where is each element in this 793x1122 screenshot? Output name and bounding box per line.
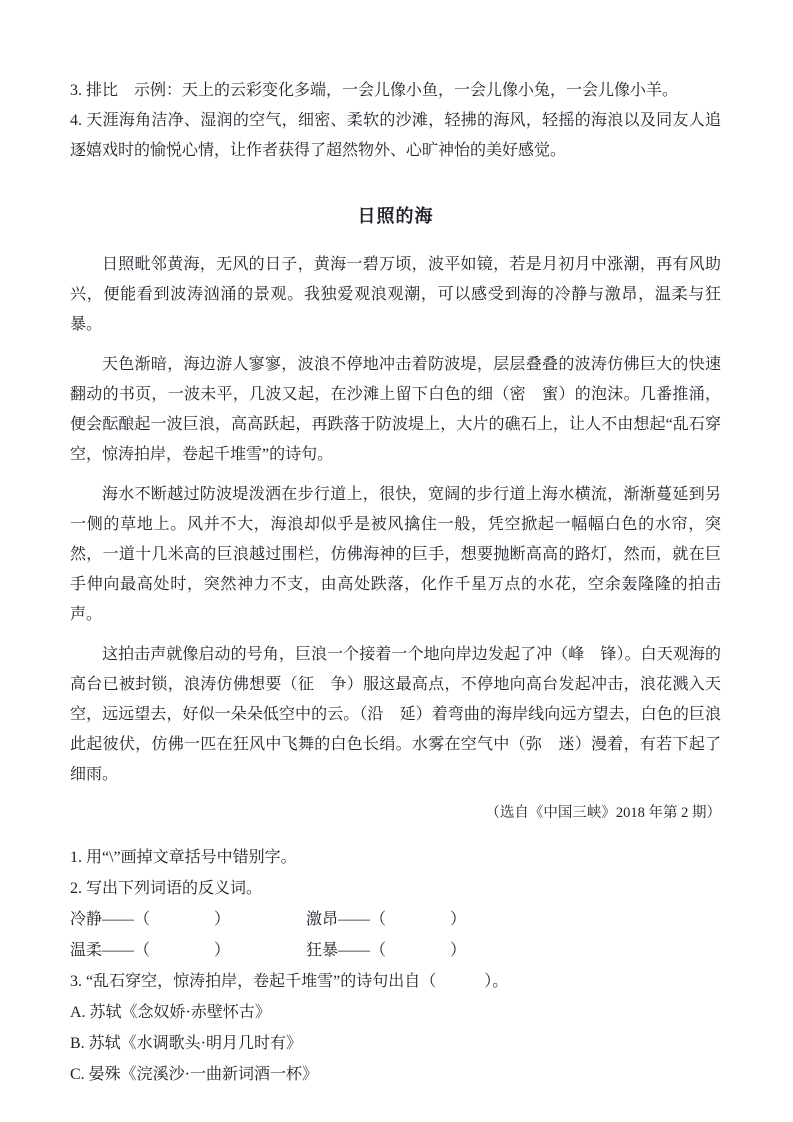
antonym-row-1 [70,904,721,935]
article-body [70,250,721,790]
antonym-blank-wenrou: 温柔——（ ） [70,942,231,959]
antonym-blank-jiang: 激昂——（ ） [306,911,467,928]
option-a: A. 苏轼《念奴娇·赤壁怀古》 [70,1004,271,1021]
intro-section [70,76,721,166]
question-3: 3. “乱石穿空，惊涛拍岸，卷起千堆雪”的诗句出自（ ）。 [70,973,509,990]
article-paragraph-4: 这拍击声就像启动的号角，巨浪一个接着一个地向岸边发起了冲（峰 锋）。白天观海的高台已被封锁，浪涛仿佛想要（征 争）服这最高点，不停地向高台发起冲击，浪花溅入天空，远远望去，好似一朵朵低空中的云。（沿 延）着弯曲的海岸线向远方望去，白色的巨浪此起彼伏，仿佛一匹在狂风中飞舞的白色长绢。水雾在空气中（弥 迷）漫着，有若下起了细雨。 [70,646,721,783]
antonym-blank-lengjing: 冷静——（ ） [70,911,231,928]
article-title: 日照的海 [357,206,434,226]
article-paragraph-1: 日照毗邻黄海，无风的日子，黄海一碧万顷，波平如镜，若是月初月中涨潮，再有风助兴，便能看到波涛汹涌的景观。我独爱观浪观潮，可以感受到海的冷静与激昂，温柔与狂暴。 [70,256,721,333]
source-citation: （选自《中国三峡》2018 年第 2 期） [485,805,721,821]
intro-item-3: 3. 排比 示例：天上的云彩变化多端，一会儿像小鱼，一会儿像小兔，一会儿像小羊。 [70,82,679,99]
article-paragraph-2: 天色渐暗，海边游人寥寥，波浪不停地冲击着防波堤，层层叠叠的波涛仿佛巨大的快速翻动的书页，一波未平，几波又起，在沙滩上留下白色的细（密 蜜）的泡沫。几番推涌，便会酝酿起一波巨浪，高高跃起，再跌落于防波堤上，大片的礁石上，让人不由想起“乱石穿空，惊涛拍岸，卷起千堆雪”的诗句。 [70,356,721,463]
antonym-row-2 [70,935,721,966]
article-paragraph-3: 海水不断越过防波堤泼洒在步行道上，很快，宽阔的步行道上海水横流，渐渐蔓延到另一侧的草地上。风并不大，海浪却似乎是被风擒住一般，凭空掀起一幅幅白色的水帘，突然，一道十几米高的巨浪越过围栏，仿佛海神的巨手，想要抛断高高的路灯，然而，就在巨手伸向最高处时，突然神力不支，由高处跌落，化作千星万点的水花，空余轰隆隆的拍击声。 [70,486,721,623]
option-c: C. 晏殊《浣溪沙·一曲新词酒一杯》 [70,1066,319,1083]
questions-section [70,842,721,1090]
question-2: 2. 写出下列词语的反义词。 [70,880,263,897]
option-b: B. 苏轼《水调歌头·明月几时有》 [70,1035,303,1052]
intro-item-4: 4. 天涯海角洁净、湿润的空气，细密、柔软的沙滩，轻拂的海风，轻摇的海浪以及同友人追逐嬉戏时的愉悦心情，让作者获得了超然物外、心旷神怡的美好感觉。 [70,112,721,159]
antonym-blank-kuangbao: 狂暴——（ ） [306,942,467,959]
question-1: 1. 用“\”画掉文章括号中错别字。 [70,849,297,866]
